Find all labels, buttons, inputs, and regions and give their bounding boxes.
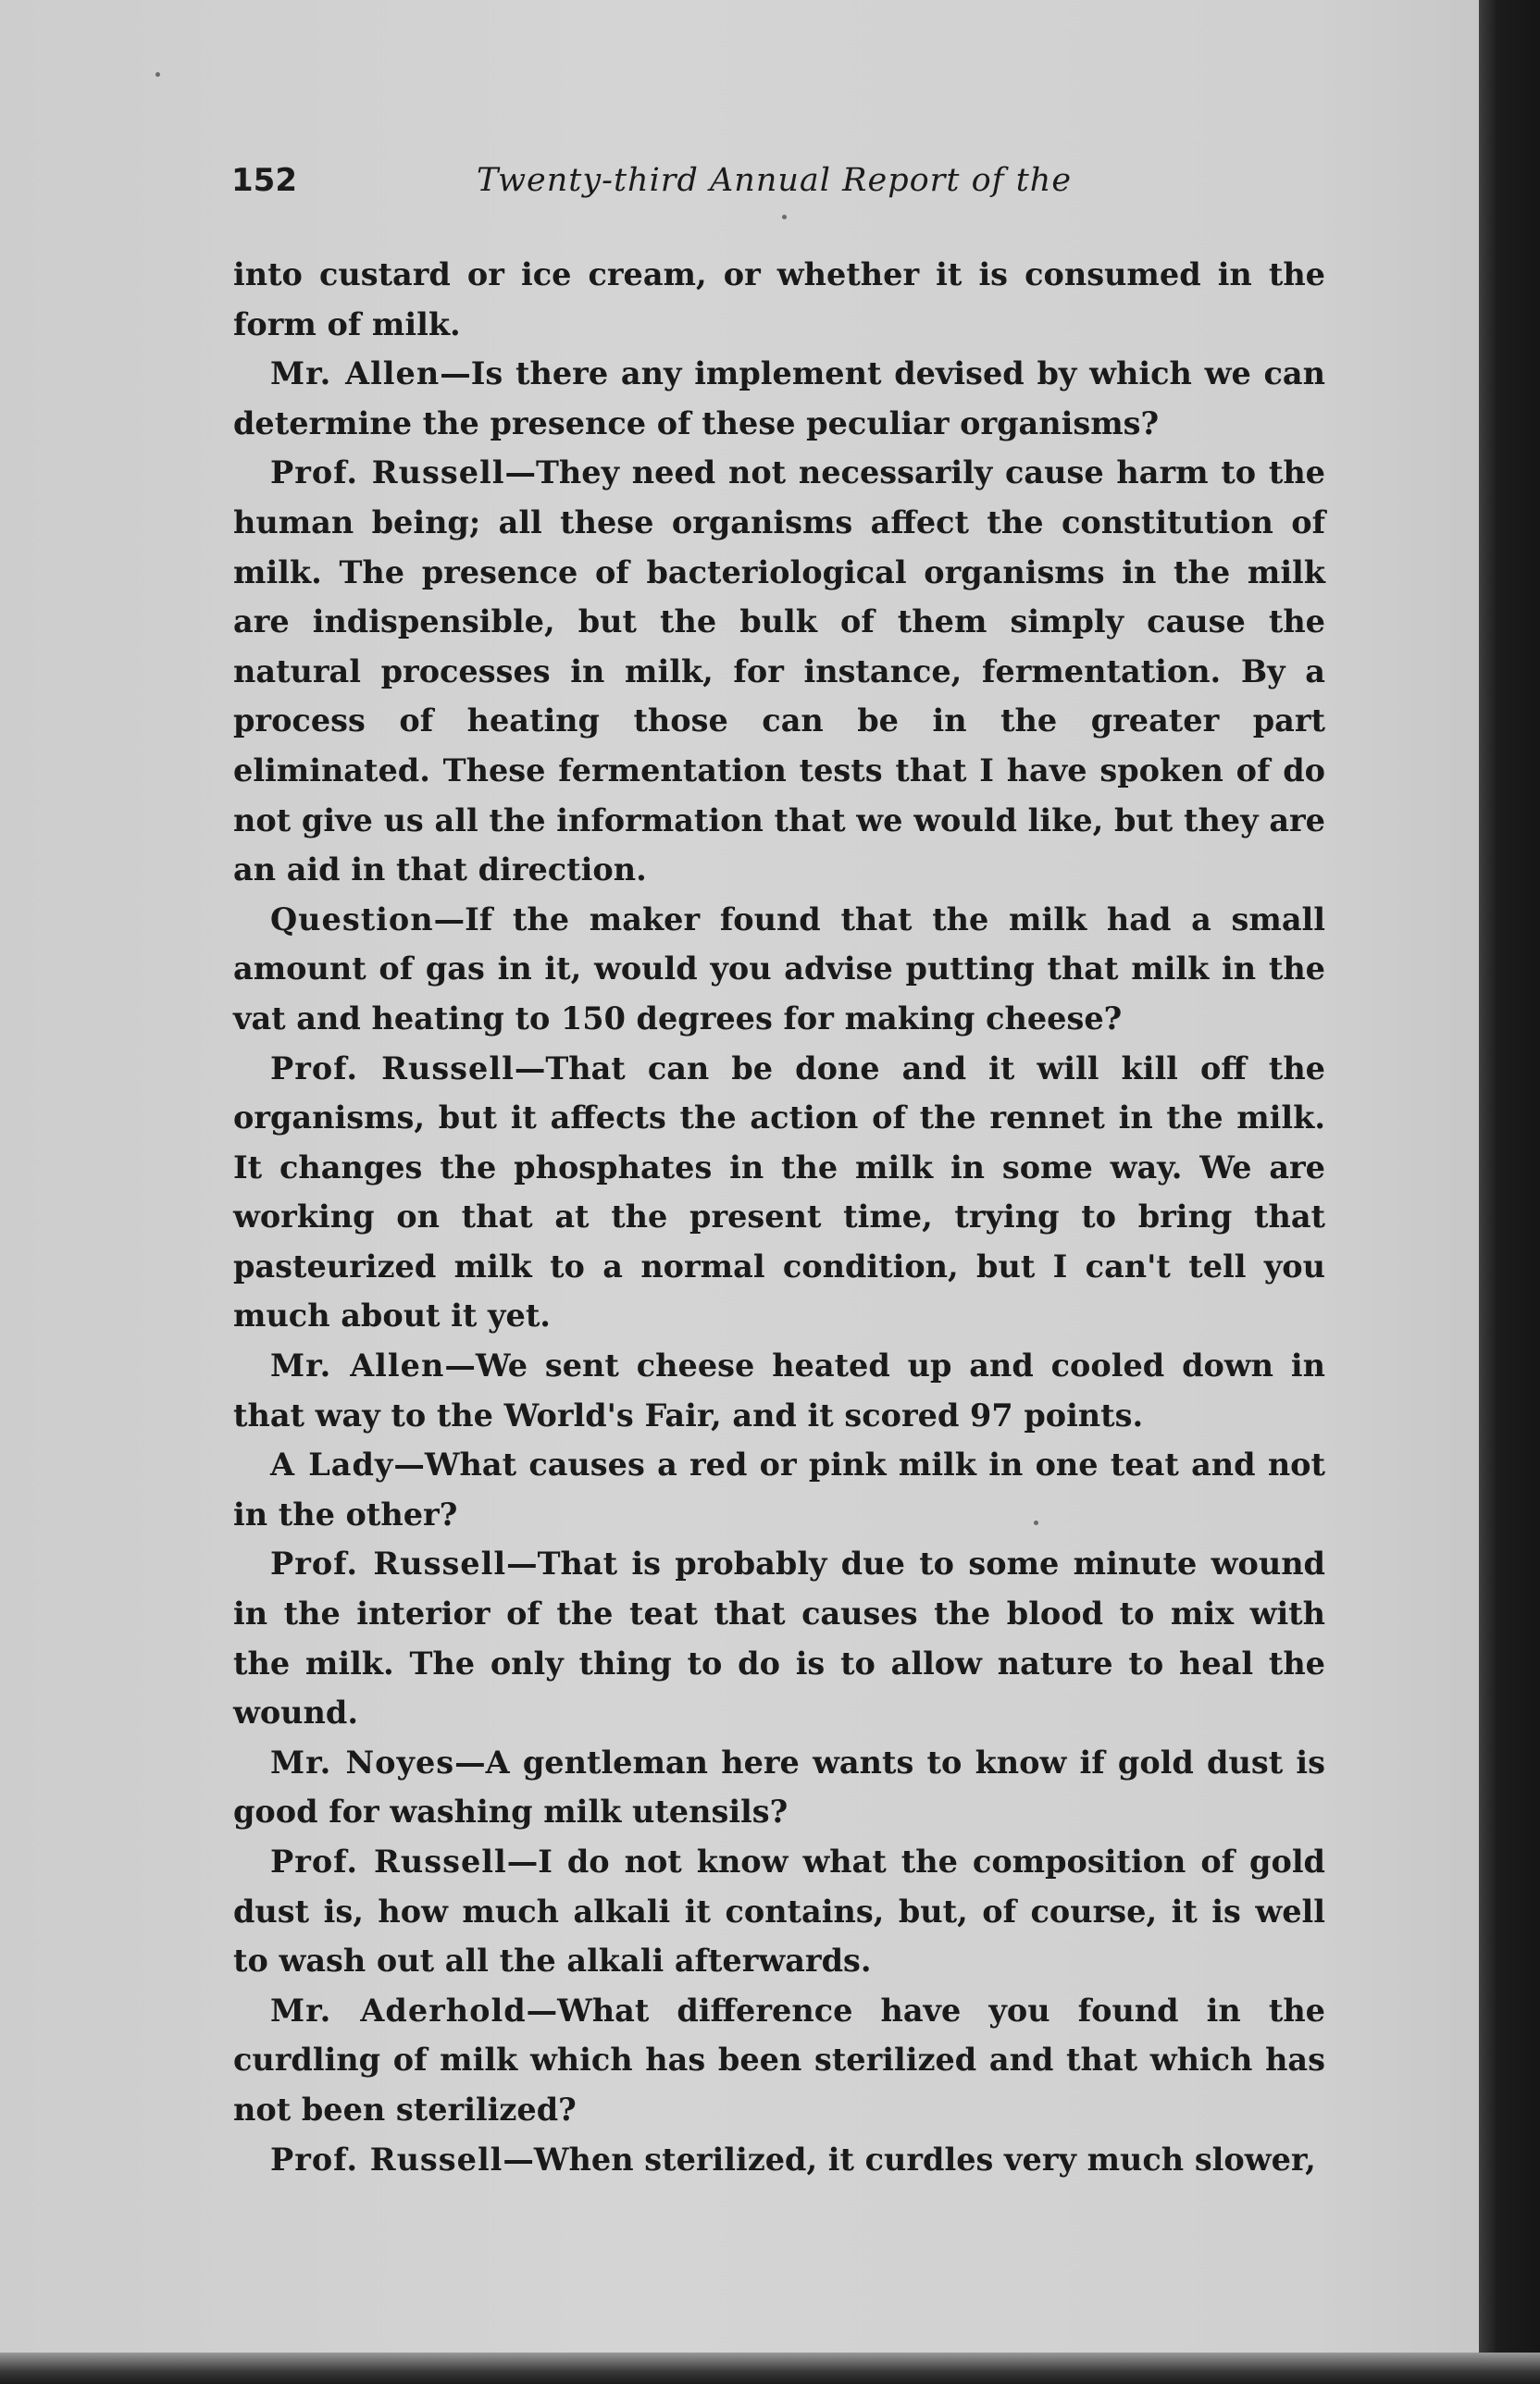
scan-speck [155, 72, 160, 77]
paragraph-text: —That is probably due to some minute wound in the interior of the teat that causes the blood to mix with the milk. The only thing to do is to allow nature to heal the wound. [233, 1546, 1325, 1732]
paragraph-text: —When sterilized, it curdles very much slower, [503, 2141, 1316, 2178]
paragraph [233, 1986, 1325, 2135]
paragraph [233, 2135, 1325, 2185]
page-binding-shadow [1479, 0, 1540, 2384]
speaker-name: Mr. Noyes [270, 1744, 455, 1781]
paragraph-text: —A gentleman here wants to know if gold dust is good for washing milk utensils? [233, 1744, 1325, 1831]
body-text [233, 250, 1325, 2184]
speaker-name: Question [270, 900, 434, 937]
speaker-name: Prof. Russell [270, 1546, 507, 1583]
paragraph [233, 1044, 1325, 1342]
paragraph [233, 1837, 1325, 1986]
speaker-name: Prof. Russell [270, 1049, 515, 1086]
paragraph [233, 349, 1325, 448]
paragraph-text: —Is there any implement devised by which we can determine the presence of these peculiar organisms? [233, 355, 1325, 441]
speaker-name: Mr. Allen [270, 355, 441, 392]
speaker-name: Prof. Russell [270, 1844, 507, 1880]
speaker-name: Mr. Allen [270, 1347, 445, 1384]
paragraph [233, 250, 1325, 349]
speaker-name: Prof. Russell [270, 454, 505, 491]
running-title: Twenty-third Annual Report of the [477, 162, 1073, 199]
paragraph-text: into custard or ice cream, or whether it is consumed in the form of milk. [233, 256, 1325, 342]
scan-speck [1034, 1521, 1038, 1525]
paragraph [233, 1738, 1325, 1837]
paragraph [233, 1539, 1325, 1737]
paragraph [233, 895, 1325, 1044]
paragraph-text: —What causes a red or pink milk in one teat and not in the other? [233, 1447, 1325, 1533]
paragraph-text: —We sent cheese heated up and cooled down in that way to the World's Fair, and it scored 97 points. [233, 1347, 1325, 1434]
paragraph-text: —I do not know what the composition of gold dust is, how much alkali it contains, but, of course, it is well to wash out all the alkali afterwards. [233, 1844, 1325, 1980]
paragraph [233, 448, 1325, 894]
page-number: 152 [231, 162, 297, 199]
speaker-name: A Lady [270, 1447, 394, 1484]
paragraph [233, 1440, 1325, 1539]
paragraph-text: —That can be done and it will kill off the organisms, but it affects the action of the rennet in the milk. It changes the phosphates in the milk in some way. We are working on that at the present time, trying to bring that pasteurized milk to a normal condition, but I can't tell you much about it yet. [233, 1049, 1325, 1335]
scan-speck [782, 215, 787, 219]
paragraph-text: —They need not necessarily cause harm to the human being; all these organisms affect the constitution of milk. The presence of bacteriological organisms in the milk are indispensible, but the bulk of them simply cause the natural processes in milk, for instance, fermentation. By a process of heating those can be in the greater part eliminated. These fermentation tests that I have spoken of do not give us all the information that we would like, but they are an aid in that direction. [233, 454, 1325, 888]
paragraph-text: —What difference have you found in the curdling of milk which has been sterilized and that which has not been sterilized? [233, 1992, 1325, 2128]
speaker-name: Mr. Aderhold [270, 1992, 527, 2029]
paragraph-text: —If the maker found that the milk had a small amount of gas in it, would you advise putting that milk in the vat and heating to 150 degrees for making cheese? [233, 900, 1325, 1037]
speaker-name: Prof. Russell [270, 2141, 503, 2178]
paragraph [233, 1341, 1325, 1440]
page-header [231, 162, 1323, 208]
page-bottom-shadow [0, 2353, 1540, 2384]
